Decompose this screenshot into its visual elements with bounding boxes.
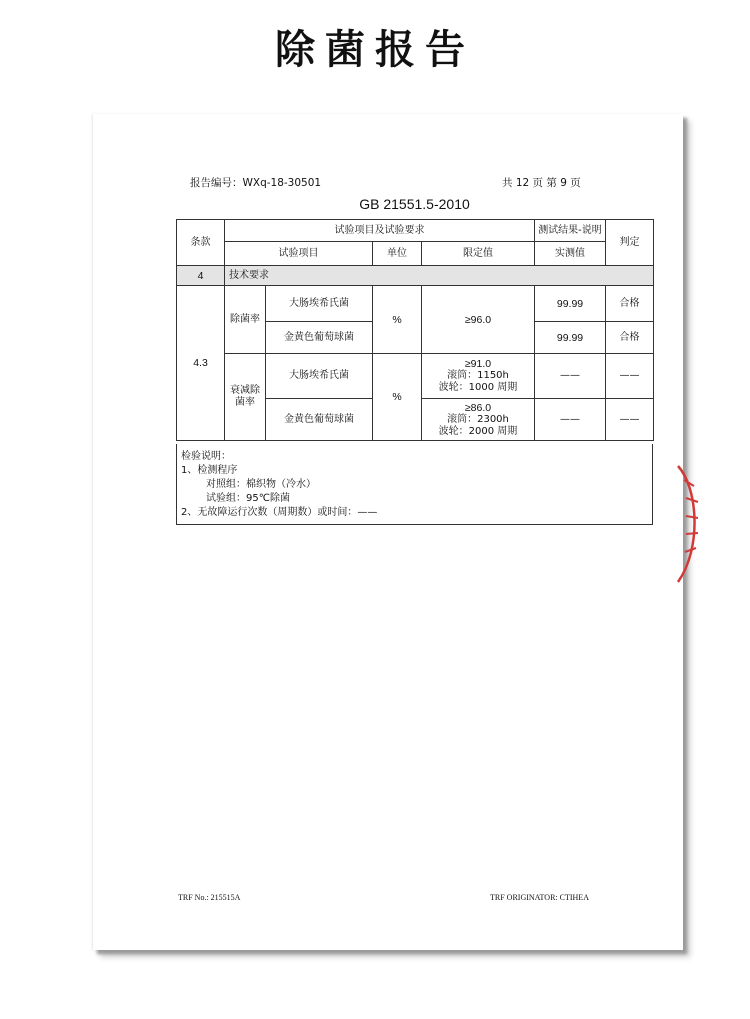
measured-cell: 99.99	[535, 286, 606, 322]
notes-title: 检验说明：	[181, 451, 231, 462]
limit-line: 滚筒：1150h	[447, 370, 509, 381]
table-row-item: 大肠埃希氏菌	[266, 354, 373, 399]
report-number: 报告编号：WXq-18-30501	[190, 177, 322, 189]
clause-4-3: 4.3	[177, 286, 225, 441]
measured-cell: ——	[535, 399, 606, 441]
group-decay-name-line1: 衰减除	[230, 385, 260, 396]
table-row-item: 大肠埃希氏菌	[266, 286, 373, 322]
trf-number: TRF No.: 215515A	[178, 893, 241, 902]
measured-cell: 99.99	[535, 322, 606, 354]
limit-line: 波轮：1000 周期	[438, 382, 518, 393]
verdict-cell: 合格	[606, 286, 654, 322]
table-row-item: 金黄色葡萄球菌	[266, 399, 373, 441]
limit-line: ≥91.0	[464, 358, 492, 370]
measured-cell: ——	[535, 354, 606, 399]
verdict-cell: ——	[606, 399, 654, 441]
notes-line: 2、无故障运行次数（周期数）或时间：——	[181, 507, 378, 518]
group-decay-rate	[225, 354, 266, 441]
limit-cell	[422, 354, 535, 399]
limit-cell: ≥96.0	[422, 286, 535, 354]
section-clause: 4	[177, 266, 225, 286]
verdict-cell: ——	[606, 354, 654, 399]
group-sterilization-rate: 除菌率	[225, 286, 266, 354]
section-title: 技术要求	[225, 266, 654, 286]
limit-line: ≥86.0	[464, 401, 492, 414]
header-verdict: 判定	[606, 220, 654, 266]
unit-cell: %	[373, 354, 422, 441]
header-item: 试验项目	[225, 242, 373, 266]
notes-line: 试验组：95℃除菌	[206, 493, 290, 504]
header-clause: 条款	[177, 220, 225, 266]
red-seal-stamp	[664, 458, 724, 588]
notes-line: 1、检测程序	[181, 465, 238, 476]
unit-cell: %	[373, 286, 422, 354]
notes-line: 对照组：棉织物（冷水）	[206, 479, 316, 490]
test-notes	[176, 444, 653, 525]
page-indicator: 共 12 页 第 9 页	[502, 177, 581, 189]
standard-title: GB 21551.5-2010	[359, 196, 470, 212]
limit-line: 波轮：2000 周期	[438, 425, 518, 437]
trf-originator: TRF ORIGINATOR: CTIHEA	[490, 893, 589, 902]
limit-cell	[422, 399, 535, 441]
header-unit: 单位	[373, 242, 422, 266]
header-test-items-group: 试验项目及试验要求	[225, 220, 535, 242]
header-measured: 实测值	[535, 242, 606, 266]
verdict-cell: 合格	[606, 322, 654, 354]
group-decay-name-line2: 菌率	[235, 397, 255, 408]
header-result-group: 测试结果-说明	[535, 220, 606, 242]
limit-line: 滚筒：2300h	[447, 413, 509, 425]
table-row-item: 金黄色葡萄球菌	[266, 322, 373, 354]
page-heading: 除菌报告	[275, 26, 475, 73]
header-limit: 限定值	[422, 242, 535, 266]
test-results-table	[176, 219, 654, 441]
